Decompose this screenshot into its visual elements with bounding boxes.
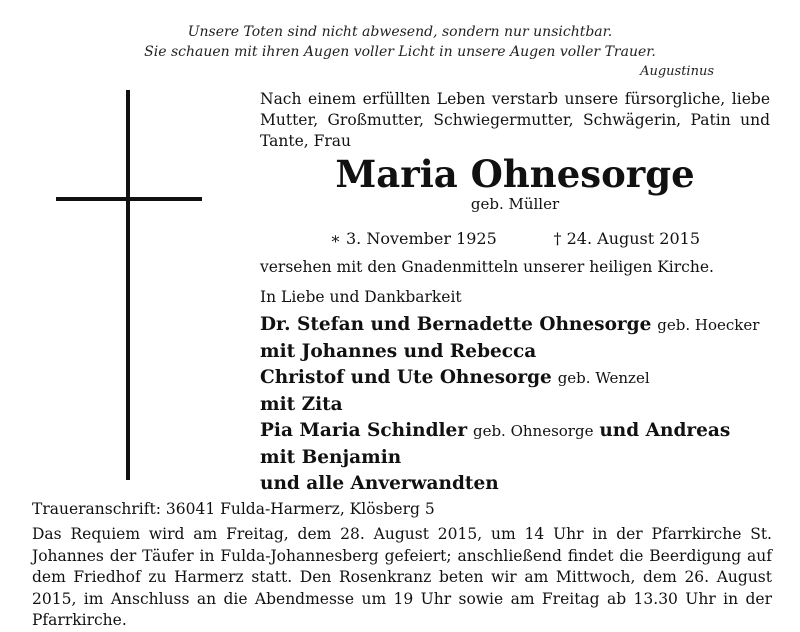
cross-icon-bar bbox=[56, 197, 202, 201]
mourner-name: Dr. Stefan und Bernadette Ohnesorge bbox=[260, 314, 652, 335]
mourner-name: Pia Maria Schindler bbox=[260, 420, 468, 441]
mourner-row bbox=[260, 445, 790, 472]
mourner-name: und alle Anverwandten bbox=[260, 473, 499, 494]
quote-line-1: Unsere Toten sind nicht abwesend, sondern nur unsichtbar. bbox=[187, 24, 613, 40]
mourner-name: mit Zita bbox=[260, 393, 343, 415]
maiden-name: geb. Müller bbox=[470, 195, 560, 213]
deceased-name: Maria Ohnesorge bbox=[335, 152, 695, 196]
mourner-row bbox=[260, 392, 790, 419]
mourner-row bbox=[260, 471, 790, 498]
life-dates bbox=[330, 229, 700, 248]
mourner-name: mit Benjamin bbox=[260, 446, 402, 468]
quote-author: Augustinus bbox=[640, 64, 714, 79]
birth-date: ∗ 3. November 1925 bbox=[330, 229, 497, 248]
mourner-note: geb. Ohnesorge bbox=[472, 422, 594, 440]
quote-line-2: Sie schauen mit ihren Augen voller Licht in unsere Augen voller Trauer. bbox=[144, 44, 656, 60]
mourning-address: Traueranschrift: 36041 Fulda-Harmerz, Klösberg 5 bbox=[32, 500, 435, 518]
mourner-row bbox=[260, 339, 790, 366]
mourner-note: geb. Hoecker bbox=[657, 316, 760, 334]
mourner-row bbox=[260, 312, 790, 339]
mourner-note: geb. Wenzel bbox=[557, 369, 650, 387]
death-date: † 24. August 2015 bbox=[553, 229, 700, 248]
mourner-row bbox=[260, 418, 790, 445]
mourner-name: Christof und Ute Ohnesorge bbox=[260, 367, 552, 388]
epigraph-quote bbox=[0, 22, 800, 62]
sacrament-text: versehen mit den Gnadenmitteln unserer heiligen Kirche. bbox=[260, 258, 714, 276]
thanks-text: In Liebe und Dankbarkeit bbox=[260, 288, 462, 306]
cross-icon bbox=[126, 90, 130, 480]
mourner-name: und Andreas bbox=[599, 420, 731, 441]
requiem-details: Das Requiem wird am Freitag, dem 28. August 2015, um 14 Uhr in der Pfarrkirche St. Johannes der Täufer in Fulda-Johannesberg gefeiert; anschließend findet die Beerdigung auf dem Friedhof zu Harmerz statt. Den Rosenkranz beten wir am Mittwoch, dem 26. August 2015, im Anschluss an die Abendmesse um 19 Uhr sowie am Freitag ab 13.30 Uhr in der Pfarrkirche. bbox=[32, 525, 772, 629]
intro-text: Nach einem erfüllten Leben verstarb unsere fürsorgliche, liebe Mutter, Großmutter, Schwiegermutter, Schwägerin, Patin und Tante, Frau bbox=[260, 90, 770, 150]
mourner-row bbox=[260, 365, 790, 392]
mourners-list bbox=[260, 312, 790, 498]
mourner-name: mit Johannes und Rebecca bbox=[260, 340, 537, 362]
